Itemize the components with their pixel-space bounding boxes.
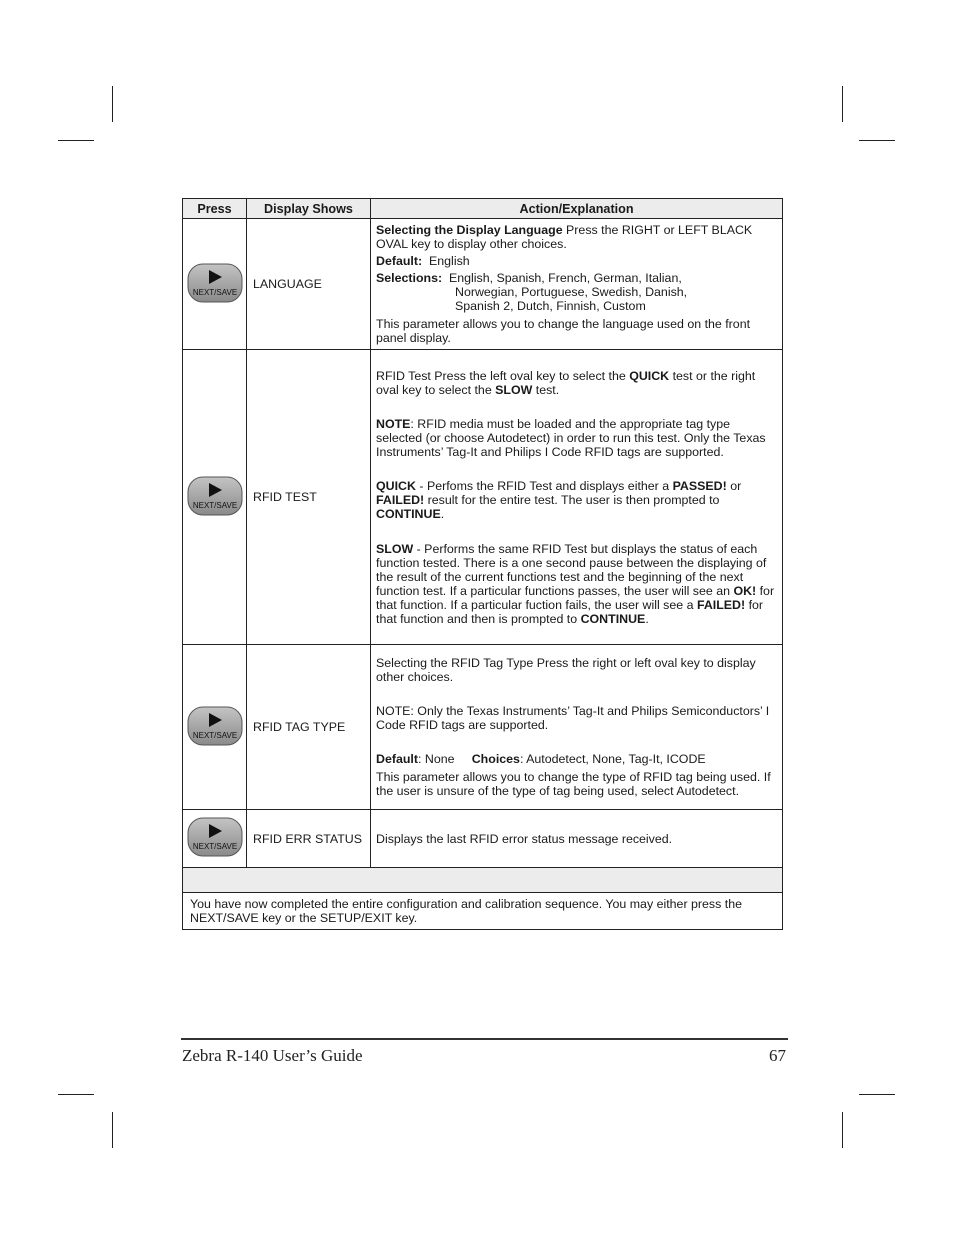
selections-label: Selections: [376,271,443,285]
table-row [183,219,783,350]
crop-mark [859,140,895,141]
display-shows-cell: RFID TEST [247,350,371,645]
crop-mark [112,86,113,122]
action-cell: Displays the last RFID error status message received. [371,810,783,868]
default-label: Default [376,752,418,766]
default-label: Default: [376,254,423,268]
continue-keyword: CONTINUE [376,506,441,521]
display-shows-cell: LANGUAGE [247,219,371,350]
display-shows-cell: RFID TAG TYPE [247,645,371,810]
separator-row [183,868,783,893]
passed-keyword: PASSED! [672,478,727,493]
action-text: Selecting the RFID Tag Type Press the right or left oval key to display other choices. [376,656,756,684]
action-text: - Performs the same RFID Test but displays the status of each function tested. There is a one second pause between the displaying of the result of the current functions test and the beginning of the next function test. If a particular functions passes, the user will see an [376,541,767,598]
note-text: : RFID media must be loaded and the appropriate tag type selected (or choose Autodetect) in order to run this test. Only the Texas Instruments’ Tag-It and Philips I Code RFID tags are supported. [376,416,766,459]
action-text: - Perfoms the RFID Test and displays either a [415,478,673,493]
key-label: NEXT/SAVE [192,730,237,740]
quick-keyword: QUICK [629,368,670,383]
action-text: . [645,611,649,626]
footer-rule [181,1038,788,1040]
configuration-table [182,198,783,930]
action-text: . [440,506,445,521]
header-display-shows: Display Shows [247,199,371,219]
action-text: or [726,478,742,493]
crop-mark [842,1112,843,1148]
action-heading: Selecting the Display Language [376,223,563,237]
choices-label: Choices [471,752,520,766]
action-text: result for the entire test. The user is then prompted to [424,492,720,507]
press-cell [183,645,247,810]
next-save-key-icon [187,263,243,306]
choices-value: : Autodetect, None, Tag-It, ICODE [519,752,706,766]
footer [182,1046,786,1066]
header-action-explanation: Action/Explanation [371,199,783,219]
press-cell [183,350,247,645]
page-number: 67 [769,1046,786,1065]
note-text: NOTE: Only the Texas Instruments’ Tag-It and Philips Semiconductors’ I Code RFID tags are supported. [376,704,770,732]
selections-value: Spanish 2, Dutch, Finnish, Custom [455,299,646,313]
crop-mark [112,1112,113,1148]
table-row [183,645,783,810]
selections-value: Norwegian, Portuguese, Swedish, Danish, [455,285,688,299]
default-value: English [429,254,470,268]
action-text: test or the right oval key to select the [376,368,756,397]
continue-keyword: CONTINUE [580,611,646,626]
default-value: : None [418,752,455,766]
press-cell [183,219,247,350]
summary-row [183,893,783,930]
crop-mark [58,140,94,141]
separator-cell [183,868,783,893]
ok-keyword: OK! [733,583,757,598]
action-text: This parameter allows you to change the language used on the front panel display. [376,317,751,345]
quick-label: QUICK [376,478,416,493]
crop-mark [842,86,843,122]
next-save-key-icon [187,476,243,519]
action-text: Press the RIGHT or LEFT BLACK OVAL key to display other choices. [376,223,753,251]
note-label: NOTE [376,416,411,431]
key-label: NEXT/SAVE [192,287,237,297]
selections-value: English, Spanish, French, German, Italian, [449,271,682,285]
crop-mark [58,1094,94,1095]
press-cell [183,810,247,868]
next-save-key-icon [187,817,243,860]
action-cell [371,645,783,810]
slow-keyword: SLOW [495,382,533,397]
table-row [183,350,783,645]
action-text: RFID Test Press the left oval key to select the [376,368,630,383]
display-shows-cell: RFID ERR STATUS [247,810,371,868]
key-label: NEXT/SAVE [192,500,237,510]
header-press: Press [183,199,247,219]
action-text: for that function. If a particular fuction fails, the user will see a [376,583,775,612]
slow-label: SLOW [376,541,414,556]
action-text: test. [532,382,560,397]
footer-title: Zebra R-140 User’s Guide [182,1046,363,1065]
action-cell [371,219,783,350]
failed-keyword: FAILED! [696,597,746,612]
key-label: NEXT/SAVE [192,842,237,851]
action-cell [371,350,783,645]
action-text: for that function and then is prompted to [376,597,764,626]
failed-keyword: FAILED! [376,492,425,507]
table-row [183,810,783,868]
action-text: This parameter allows you to change the type of RFID tag being used. If the user is unsure of the type of tag being used, select Autodetect. [376,770,771,798]
next-save-key-icon [187,706,243,749]
summary-text: You have now completed the entire configuration and calibration sequence. You may either press the NEXT/SAVE key or the SETUP/EXIT key. [183,893,783,930]
crop-mark [859,1094,895,1095]
table-header-row [183,199,783,219]
